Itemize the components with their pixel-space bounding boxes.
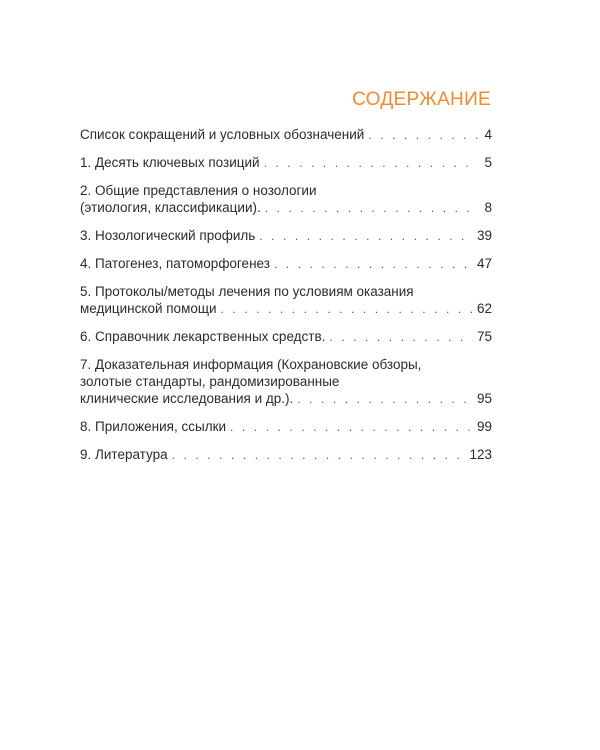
toc-entry-text: (этиология, классификации).	[80, 200, 261, 215]
toc-entry-text: медицинской помощи	[80, 301, 217, 316]
toc-leader-dots	[172, 447, 466, 464]
toc-page-number: 123	[469, 447, 492, 462]
toc-page-number: 95	[476, 391, 492, 406]
toc-page-number: 5	[484, 155, 492, 170]
toc-page-number: 8	[484, 200, 492, 215]
toc-page-number: 99	[476, 419, 492, 434]
toc-entry-text: 8. Приложения, ссылки	[80, 419, 227, 434]
toc-entry	[80, 283, 492, 318]
toc-leader-dots	[259, 228, 473, 245]
toc-entry	[80, 126, 492, 144]
toc-entry-text: 3. Нозологический профиль	[80, 228, 256, 243]
toc-entry-text: 1. Десять ключевых позиций	[80, 155, 260, 170]
toc-entry-text: 6. Справочник лекарственных средств.	[80, 329, 326, 344]
toc-entry	[80, 418, 492, 436]
toc-leader-dots	[264, 155, 478, 172]
toc-leader-dots	[221, 301, 473, 318]
toc-entry	[80, 446, 492, 464]
toc-entry	[80, 182, 492, 217]
toc-entry	[80, 356, 492, 408]
toc-entry	[80, 255, 492, 273]
toc-page-number: 75	[476, 329, 492, 344]
toc-leader-dots	[297, 391, 473, 408]
toc-leader-dots	[368, 127, 478, 144]
toc-entry	[80, 154, 492, 172]
toc-leader-dots	[274, 256, 473, 273]
toc-title: СОДЕРЖАНИЕ	[352, 89, 491, 110]
toc-page-number: 39	[476, 228, 492, 243]
toc-entry-text: 4. Патогенез, патоморфогенез	[80, 256, 270, 271]
toc-entry	[80, 227, 492, 245]
toc-entry-text: 7. Доказательная информация (Кохрановские обзоры,	[80, 357, 422, 372]
toc-leader-dots	[265, 200, 478, 217]
toc-list	[80, 126, 492, 474]
toc-leader-dots	[329, 329, 473, 346]
toc-entry-text: Список сокращений и условных обозначений	[80, 127, 365, 142]
toc-entry-text: золотые стандарты, рандомизированные	[80, 374, 340, 389]
toc-entry-text: клинические исследования и др.).	[80, 391, 294, 406]
toc-entry-text: 2. Общие представления о нозологии	[80, 183, 317, 198]
toc-entry	[80, 328, 492, 346]
toc-page-number: 47	[476, 256, 492, 271]
toc-page-number: 62	[476, 301, 492, 316]
toc-entry-text: 5. Протоколы/методы лечения по условиям оказания	[80, 284, 414, 299]
toc-leader-dots	[230, 419, 473, 436]
toc-entry-text: 9. Литература	[80, 447, 168, 462]
toc-page-number: 4	[484, 127, 492, 142]
